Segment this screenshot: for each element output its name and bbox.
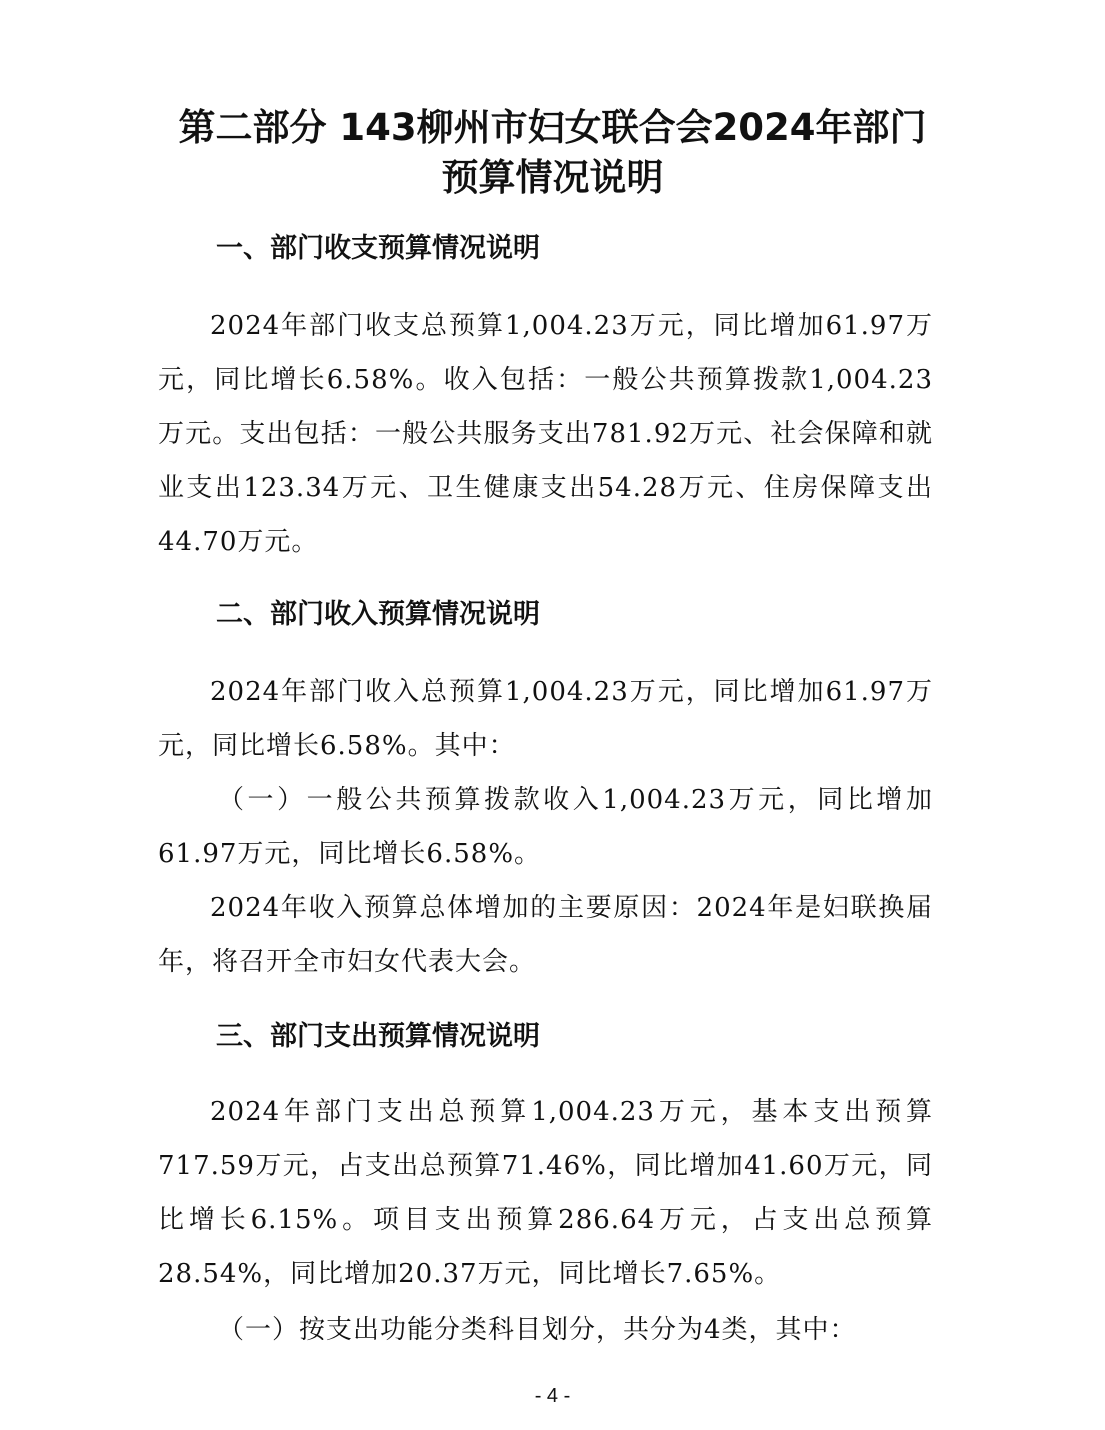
paragraph-expenditure-overview: 2024年部门支出总预算1,004.23万元，基本支出预算717.59万元，占支出总预算71.46%，同比增加41.60万元，同比增长6.15%。项目支出预算286.64万元，占支出总预算28.54%，同比增加20.37万元，同比增长7.65%。: [158, 1097, 933, 1289]
paragraph-expenditure-by-function: （一）按支出功能分类科目划分，共分为4类，其中：: [218, 1315, 857, 1345]
paragraph-income-reason: 2024年收入预算总体增加的主要原因：2024年是妇联换届年，将召开全市妇女代表大会。: [158, 893, 933, 977]
section-heading-2: 二、部门收入预算情况说明: [216, 599, 540, 630]
paragraph-budget-overview: 2024年部门收支总预算1,004.23万元，同比增加61.97万元，同比增长6.58%。收入包括：一般公共预算拨款1,004.23万元。支出包括：一般公共服务支出781.92万元、社会保障和就业支出123.34万元、卫生健康支出54.28万元、住房保障支出44.70万元。: [158, 311, 933, 557]
section-heading-1: 一、部门收支预算情况说明: [216, 233, 540, 264]
document-title-line1: 第二部分 143柳州市妇女联合会2024年部门: [178, 106, 927, 149]
document-title-line2: 预算情况说明: [441, 156, 664, 199]
paragraph-income-overview: 2024年部门收入总预算1,004.23万元，同比增加61.97万元，同比增长6.58%。其中：: [158, 677, 933, 761]
section-heading-3: 三、部门支出预算情况说明: [216, 1021, 540, 1052]
document-title: [120, 103, 985, 203]
paragraph-income-general: （一）一般公共预算拨款收入1,004.23万元，同比增加61.97万元，同比增长6.58%。: [158, 785, 933, 869]
page-number: - 4 -: [534, 1385, 571, 1407]
